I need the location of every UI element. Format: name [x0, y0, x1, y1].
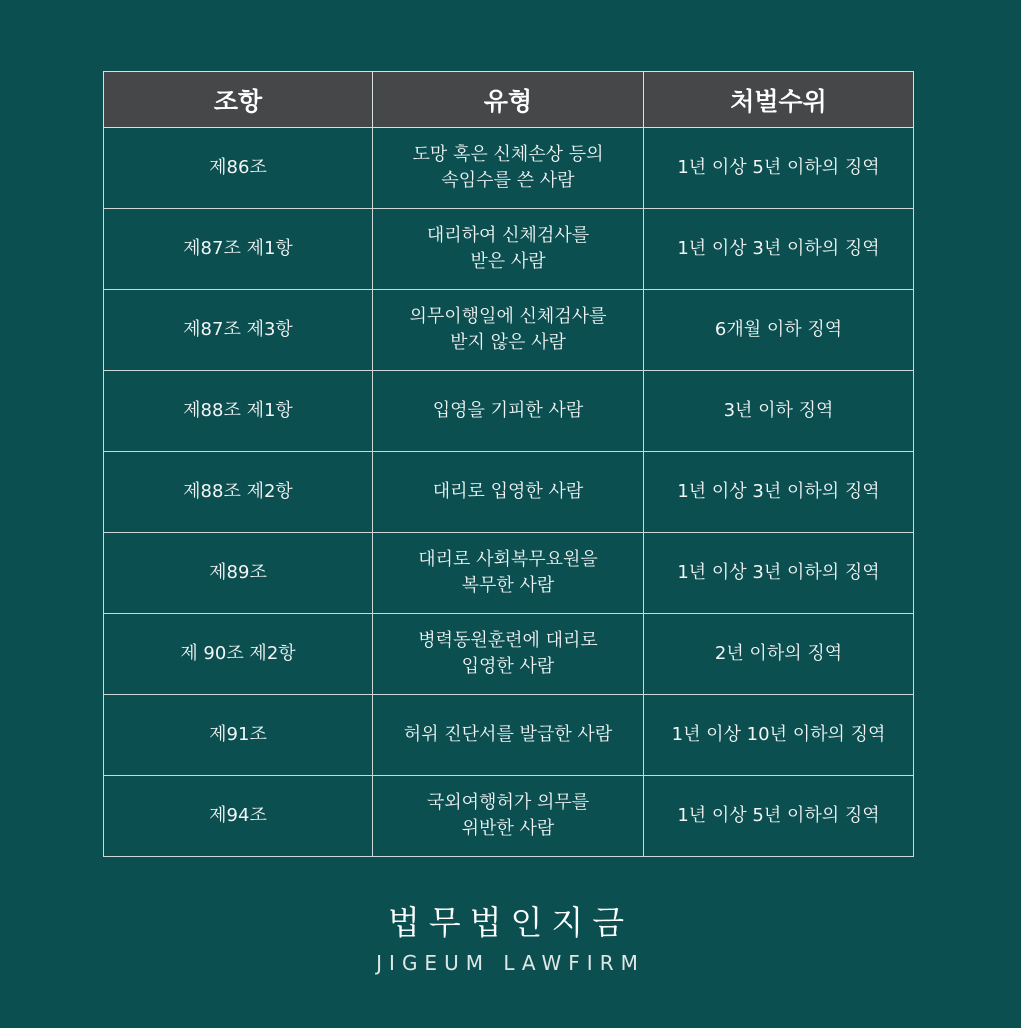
article-text: 제94조 [209, 805, 267, 826]
penalty-text: 1년 이상 5년 이하의 징역 [677, 805, 880, 826]
article-text: 제86조 [209, 157, 267, 178]
cell-type [373, 614, 644, 695]
type-text: 도망 혹은 신체손상 등의 속임수를 쓴 사람 [412, 144, 604, 191]
cell-article [104, 695, 373, 776]
cell-penalty [644, 452, 914, 533]
cell-penalty [644, 290, 914, 371]
cell-type [373, 695, 644, 776]
cell-type [373, 128, 644, 209]
type-text: 의무이행일에 신체검사를 받지 않은 사람 [409, 306, 607, 353]
table-row [104, 371, 914, 452]
table-row [104, 695, 914, 776]
cell-type [373, 209, 644, 290]
table-row [104, 209, 914, 290]
cell-type [373, 776, 644, 857]
article-text: 제89조 [209, 562, 267, 583]
brand-name-english: JIGEUM LAWFIRM [376, 951, 645, 975]
penalty-text: 1년 이상 3년 이하의 징역 [677, 562, 880, 583]
article-text: 제87조 제3항 [183, 319, 293, 340]
cell-article [104, 533, 373, 614]
table-row [104, 128, 914, 209]
table-row [104, 776, 914, 857]
type-text: 대리로 사회복무요원을 복무한 사람 [418, 549, 598, 596]
penalty-text: 6개월 이하 징역 [714, 319, 843, 340]
cell-penalty [644, 695, 914, 776]
table-header-row [104, 72, 914, 128]
penalty-text: 1년 이상 5년 이하의 징역 [677, 157, 880, 178]
article-text: 제 90조 제2항 [180, 643, 296, 664]
table-row [104, 290, 914, 371]
header-article: 조항 [104, 72, 373, 128]
article-text: 제91조 [209, 724, 267, 745]
table-row [104, 452, 914, 533]
table-row [104, 614, 914, 695]
type-text: 국외여행허가 의무를 위반한 사람 [426, 792, 590, 839]
cell-article [104, 209, 373, 290]
cell-type [373, 452, 644, 533]
cell-type [373, 371, 644, 452]
penalty-text: 3년 이하 징역 [723, 400, 834, 421]
article-text: 제87조 제1항 [183, 238, 293, 259]
article-text: 제88조 제1항 [183, 400, 293, 421]
type-text: 대리하여 신체검사를 받은 사람 [426, 225, 590, 272]
penalty-text: 1년 이상 3년 이하의 징역 [677, 238, 880, 259]
brand-name-korean: 법무법인지금 [387, 903, 634, 942]
cell-penalty [644, 371, 914, 452]
cell-article [104, 452, 373, 533]
cell-article [104, 128, 373, 209]
cell-penalty [644, 776, 914, 857]
penalty-table-wrapper [103, 71, 913, 861]
header-type: 유형 [373, 72, 644, 128]
cell-penalty [644, 128, 914, 209]
cell-type [373, 290, 644, 371]
cell-penalty [644, 209, 914, 290]
cell-article [104, 371, 373, 452]
penalty-text: 1년 이상 3년 이하의 징역 [677, 481, 880, 502]
table-row [104, 533, 914, 614]
type-text: 병력동원훈련에 대리로 입영한 사람 [418, 630, 598, 677]
article-text: 제88조 제2항 [183, 481, 293, 502]
cell-penalty [644, 614, 914, 695]
header-penalty: 처벌수위 [644, 72, 914, 128]
type-text: 허위 진단서를 발급한 사람 [403, 724, 613, 745]
cell-article [104, 614, 373, 695]
cell-article [104, 776, 373, 857]
penalty-text: 2년 이하의 징역 [714, 643, 843, 664]
penalty-text: 1년 이상 10년 이하의 징역 [671, 724, 886, 745]
penalty-table [103, 71, 914, 857]
cell-article [104, 290, 373, 371]
cell-penalty [644, 533, 914, 614]
type-text: 대리로 입영한 사람 [432, 481, 584, 502]
cell-type [373, 533, 644, 614]
type-text: 입영을 기피한 사람 [432, 400, 584, 421]
